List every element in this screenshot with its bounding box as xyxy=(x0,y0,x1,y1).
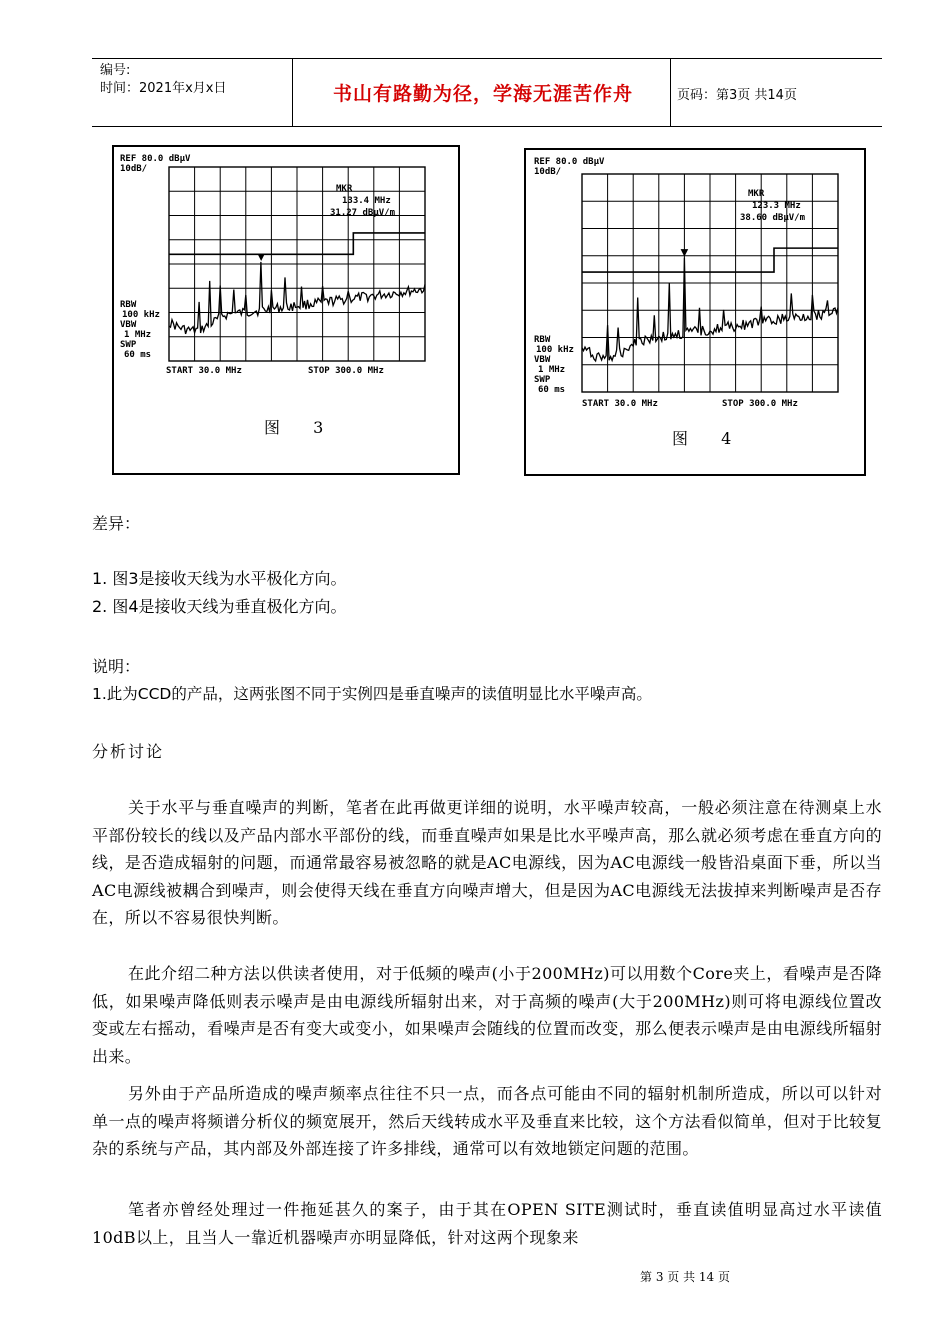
paragraph-2: 在此介绍二种方法以供读者使用，对于低频的噪声(小于200MHz)可以用数个Core夹上，看噪声是否降低，如果噪声降低则表示噪声是由电源线所辐射出来，对于高频的噪声(大于200MHz)则可将电源线位置改变或左右摇动，看噪声是否有变大或变小，如果噪声会随线的位置而改变，那么便表示噪声是由电源线所辐射出来。 xyxy=(92,964,882,1066)
rbw-label: RBW xyxy=(120,300,137,310)
marker-label: MKR xyxy=(336,184,353,194)
marker-freq: 133.4 MHz xyxy=(342,196,391,206)
note-title: 说明： xyxy=(92,657,141,676)
difference-title: 差异： xyxy=(92,514,141,533)
vbw-label: VBW xyxy=(534,355,551,365)
doc-number-label: 编号: xyxy=(100,63,131,78)
marker-icon xyxy=(258,254,264,260)
start-freq: START 30.0 MHz xyxy=(582,399,658,409)
paragraph-3: 另外由于产品所造成的噪声频率点往往不只一点，而各点可能由不同的辐射机制所造成，所以可以针对单一点的噪声将频谱分析仪的频宽展开，然后天线转成水平及垂直来比较，这个方法看似简单，但对于比较复杂的系统与产品，其内部及外部连接了许多排线，通常可以有效地锁定问题的范围。 xyxy=(92,1084,882,1159)
swp-value: 60 ms xyxy=(538,385,566,395)
vbw-value: 1 MHz xyxy=(538,365,566,375)
vbw-value: 1 MHz xyxy=(124,330,152,340)
rbw-value: 100 kHz xyxy=(122,310,160,320)
header-page-info: 页码：第3页 共14页 xyxy=(677,88,797,103)
header-meta xyxy=(100,62,290,98)
difference-item-2: 2. 图4是接收天线为垂直极化方向。 xyxy=(92,597,347,616)
swp-value: 60 ms xyxy=(124,350,152,360)
figure-3-spectrum xyxy=(112,145,460,475)
scale-label: 10dB/ xyxy=(534,167,562,177)
header-divider xyxy=(292,59,293,126)
marker-level: 31.27 dBμV/m xyxy=(330,208,396,218)
scale-label: 10dB/ xyxy=(120,164,148,174)
difference-item-1: 1. 图3是接收天线为水平极化方向。 xyxy=(92,569,347,588)
marker-label: MKR xyxy=(748,189,765,199)
paragraph-1: 关于水平与垂直噪声的判断，笔者在此再做更详细的说明，水平噪声较高，一般必须注意在待测桌上水平部份较长的线以及产品内部水平部份的线，而垂直噪声如果是比水平噪声高，那么就必须考虑在垂直方向的线，是否造成辐射的问题，而通常最容易被忽略的就是AC电源线，因为AC电源线一般皆沿桌面下垂，所以当AC电源线被耦合到噪声，则会使得天线在垂直方向噪声增大，但是因为AC电源线无法拔掉来判断噪声是否存在，所以不容易很快判断。 xyxy=(92,798,882,928)
swp-label: SWP xyxy=(120,340,137,350)
marker-level: 38.60 dBμV/m xyxy=(740,213,806,223)
swp-label: SWP xyxy=(534,375,551,385)
vbw-label: VBW xyxy=(120,320,137,330)
page-header xyxy=(92,58,882,127)
doc-time-label: 时间：2021年x月x日 xyxy=(100,81,227,96)
page-footer: 第 3 页 共 14 页 xyxy=(640,1270,730,1284)
ref-level-label: REF 80.0 dBμV xyxy=(534,157,605,167)
marker-icon xyxy=(681,250,687,256)
paragraph-4: 笔者亦曾经处理过一件拖延甚久的案子，由于其在OPEN SITE测试时，垂直读值明显高过水平读值10dB以上，且当人一靠近机器噪声亦明显降低，针对这两个现象来 xyxy=(92,1200,882,1247)
figure-4-spectrum xyxy=(524,148,866,476)
marker-freq: 123.3 MHz xyxy=(752,201,801,211)
header-motto: 书山有路勤为径，学海无涯苦作舟 xyxy=(332,83,633,105)
stop-freq: STOP 300.0 MHz xyxy=(722,399,798,409)
header-divider xyxy=(670,59,671,126)
rbw-label: RBW xyxy=(534,335,551,345)
note-item-1: 1.此为CCD的产品，这两张图不同于实例四是垂直噪声的读值明显比水平噪声高。 xyxy=(92,685,652,703)
stop-freq: STOP 300.0 MHz xyxy=(308,366,384,376)
start-freq: START 30.0 MHz xyxy=(166,366,242,376)
figure-4-caption: 图 4 xyxy=(672,429,746,448)
rbw-value: 100 kHz xyxy=(536,345,574,355)
section-title: 分析讨论 xyxy=(92,742,165,761)
ref-level-label: REF 80.0 dBμV xyxy=(120,154,191,164)
figure-3-caption: 图 3 xyxy=(264,418,338,437)
